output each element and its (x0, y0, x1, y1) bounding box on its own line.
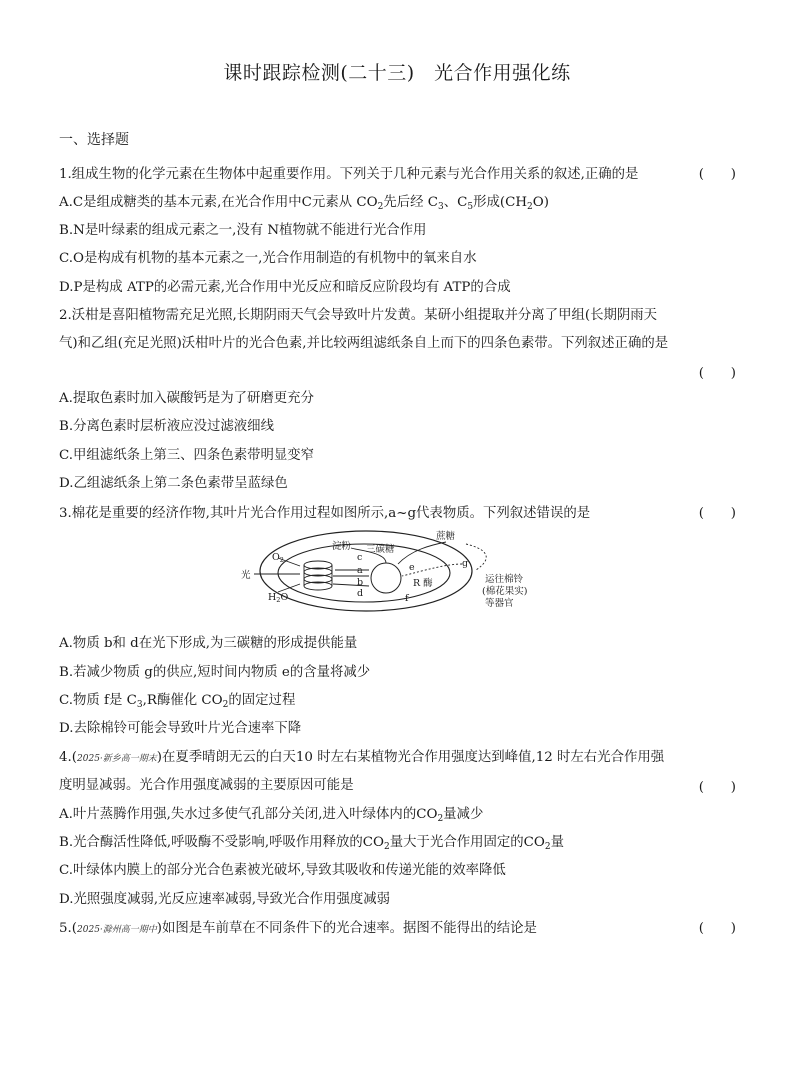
q2-stem-line2: 气)和乙组(充足光照)沃柑叶片的光合色素,并比较两组滤纸条自上而下的四条色素带。下列叙述正确的是 (59, 336, 669, 351)
label-d: d (357, 588, 364, 599)
q5-stem: 5.(2025·滁州高一期中)如图是车前草在不同条件下的光合速率。据图不能得出的结论是 (59, 921, 537, 936)
label-transport-1: 运往棉铃 (485, 574, 524, 585)
label-h2o: $H_2O$ (268, 592, 289, 604)
q5-source: 2025·滁州高一期中 (77, 925, 157, 935)
label-c: c (357, 552, 363, 563)
label-starch: 淀粉 (332, 541, 352, 552)
q5-answer-paren: ( ) (698, 921, 736, 936)
q3-option-a: A.物质 b和 d在光下形成,为三碳糖的形成提供能量 (59, 636, 358, 651)
q4-option-b: B.光合酶活性降低,呼吸酶不受影响,呼吸作用释放的$CO_2$量大于光合作用固定的$CO_2$量 (59, 835, 565, 852)
q2-stem-line1: 2.沃柑是喜阳植物需充足光照,长期阴雨天气会导致叶片发黄。某研小组提取并分离了甲组(长期阴雨天 (59, 308, 658, 323)
q4-source: 2025·新乡高一期末 (77, 754, 157, 764)
label-b: b (357, 577, 364, 588)
q3-option-d: D.去除棉铃可能会导致叶片光合速率下降 (59, 721, 302, 736)
page-title: 课时跟踪检测(二十三) 光合作用强化练 (223, 62, 571, 84)
q1-option-a: A.C是组成糖类的基本元素,在光合作用中C元素从 $CO_2$先后经 $C_3$、$C_5$形成$(CH_2O)$ (59, 195, 549, 212)
q2-answer-paren: ( ) (698, 366, 736, 381)
q3-answer-paren: ( ) (698, 506, 736, 521)
label-triose: 三碳糖 (366, 544, 395, 555)
q2-option-d: D.乙组滤纸条上第二条色素带呈蓝绿色 (59, 476, 288, 491)
q1-stem: 1.组成生物的化学元素在生物体中起重要作用。下列关于几种元素与光合作用关系的叙述,正确的是 (59, 167, 639, 182)
q3-option-c: C.物质 f是 $C_3,R$酶催化 $CO_2$的固定过程 (59, 693, 296, 710)
q4-option-c: C.叶绿体内膜上的部分光合色素被光破坏,导致其吸收和传递光能的效率降低 (59, 863, 506, 878)
label-e: e (409, 562, 415, 573)
label-transport-3: 等器官 (485, 598, 514, 609)
q4-stem-line2: 度明显减弱。光合作用强度减弱的主要原因可能是 (59, 778, 354, 793)
label-r-enzyme: R 酶 (413, 578, 433, 589)
q2-option-c: C.甲组滤纸条上第三、四条色素带明显变窄 (59, 448, 315, 463)
q2-option-b: B.分离色素时层析液应没过滤液细线 (59, 419, 274, 434)
photosynthesis-diagram (236, 530, 538, 614)
label-transport-2: (棉花果实) (482, 586, 528, 597)
q3-stem: 3.棉花是重要的经济作物,其叶片光合作用过程如图所示,a~g代表物质。下列叙述错误的是 (59, 506, 591, 521)
q3-option-b: B.若减少物质 g的供应,短时间内物质 e的含量将减少 (59, 665, 371, 680)
q4-option-a: A.叶片蒸腾作用强,失水过多使气孔部分关闭,进入叶绿体内的$CO_2$量减少 (59, 807, 484, 824)
q1-answer-paren: ( ) (698, 167, 736, 182)
label-g: g (462, 558, 469, 569)
q4-answer-paren: ( ) (698, 780, 736, 795)
q1-option-d: D.P是构成 ATP的必需元素,光合作用中光反应和暗反应阶段均有 ATP的合成 (59, 280, 511, 295)
label-sucrose: 蔗糖 (436, 531, 456, 542)
label-f: f (405, 593, 409, 604)
q4-option-d: D.光照强度减弱,光反应速率减弱,导致光合作用强度减弱 (59, 892, 391, 907)
calvin-cycle (371, 563, 401, 593)
q1-option-c: C.O是构成有机物的基本元素之一,光合作用制造的有机物中的氧来自水 (59, 251, 477, 266)
label-o2: $O_2$ (272, 552, 284, 564)
label-a: a (357, 565, 363, 576)
thylakoid-stack (304, 561, 332, 590)
label-light: 光 (241, 570, 251, 581)
q2-option-a: A.提取色素时加入碳酸钙是为了研磨更充分 (59, 391, 314, 406)
q4-stem-line1: 4.(2025·新乡高一期末)在夏季晴朗无云的白天10 时左右某植物光合作用强度达到峰值,12 时左右光合作用强 (59, 750, 665, 765)
q1-option-b: B.N是叶绿素的组成元素之一,没有 N植物就不能进行光合作用 (59, 223, 427, 238)
section-heading: 一、选择题 (59, 132, 129, 148)
